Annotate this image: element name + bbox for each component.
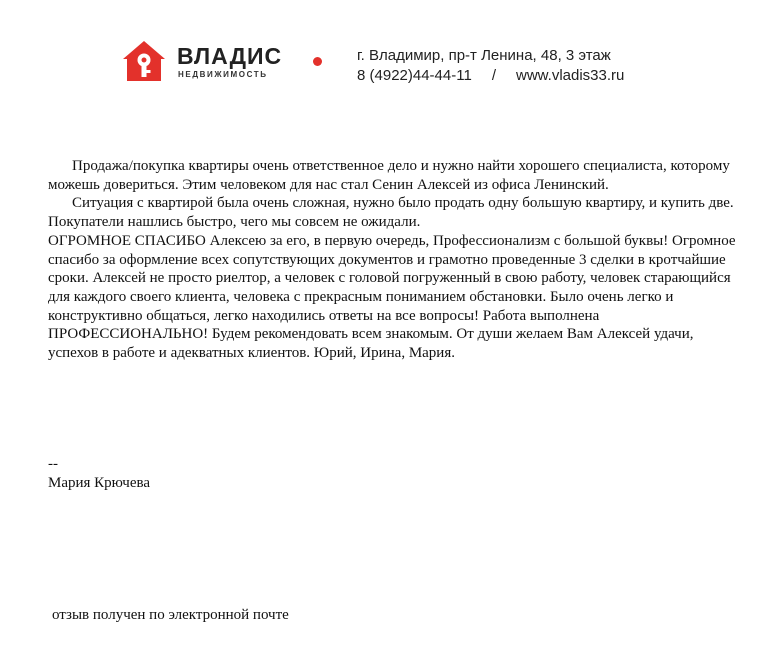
letter-paragraph-1: Продажа/покупка квартиры очень ответственное дело и нужно найти хорошего специалиста, которому можешь довериться. Этим человеком для нас стал Сенин Алексей из офиса Ленинский. — [48, 158, 730, 193]
letterhead — [0, 0, 768, 100]
signature-name: Мария Крючева — [48, 474, 151, 491]
brand-name: ВЛАДИС — [177, 43, 283, 69]
signature — [48, 455, 150, 492]
letter-body — [48, 157, 738, 363]
signature-dash: -- — [48, 456, 58, 472]
letter-paragraph-3: ОГРОМНОЕ СПАСИБО Алексею за его, в первую очередь, Профессионализм с большой буквы! Огромное спасибо за оформление всех сопутствующих документов и грамотно проведенные 3 сделки в кротчайшие сроки. Алексей не просто риелтор, а человек с головой погруженный в свою работу, человек старающийся для каждого своего клиента, человека с прекрасным пониманием обстановки. Было очень легко и конструктивно общаться, легко находились ответы на все вопросы! Работа выполнена ПРОФЕССИОНАЛЬНО! Будем рекомендовать всем знакомым. От души желаем Вам Алексей удачи, успехов в работе и адекватных клиентов. Юрий, Ирина, Мария. — [48, 232, 736, 362]
house-key-icon — [122, 40, 166, 82]
brand-subtitle: НЕДВИЖИМОСТЬ — [178, 70, 268, 79]
contact-separator: / — [491, 67, 496, 84]
accent-dot — [313, 57, 322, 66]
company-address: г. Владимир, пр-т Ленина, 48, 3 этаж — [357, 47, 611, 64]
letter-paragraph-2: Ситуация с квартирой была очень сложная, нужно было продать одну большую квартиру, и купить две. Покупатели нашлись быстро, чего мы совсем не ожидали. — [48, 195, 734, 231]
email-footnote: отзыв получен по электронной почте — [52, 607, 289, 623]
company-website: www.vladis33.ru — [515, 67, 625, 84]
company-phone: 8 (4922)44-44-11 — [357, 67, 472, 84]
contact-line — [357, 67, 624, 85]
